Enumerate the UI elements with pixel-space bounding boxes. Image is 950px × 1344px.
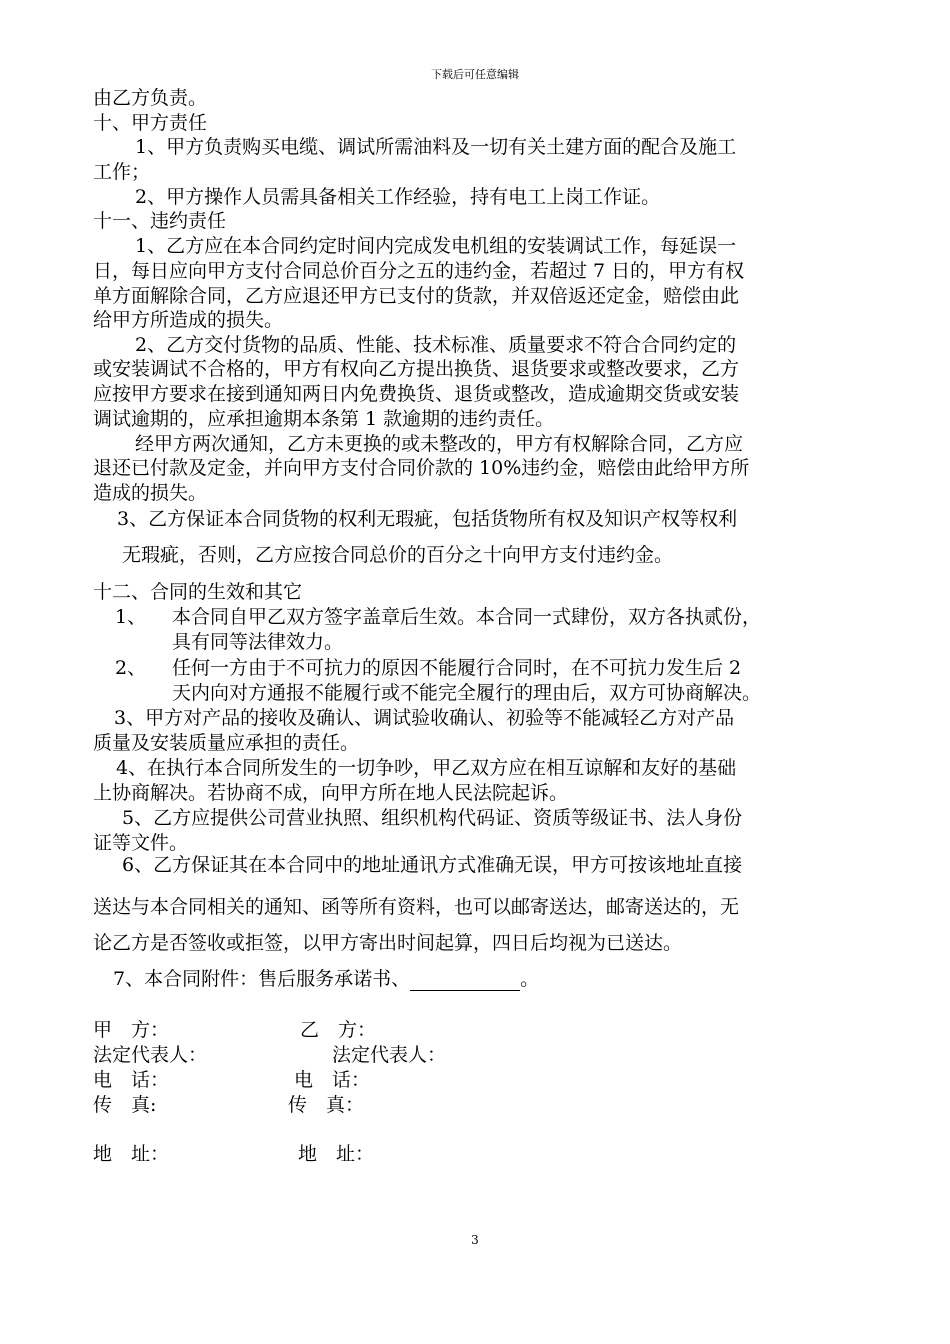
list-number: 1、: [115, 606, 147, 628]
text-line: 6、乙方保证其在本合同中的地址通讯方式准确无误，甲方可按该地址直接: [122, 854, 743, 876]
text-line: 工作；: [93, 161, 151, 183]
text-line: 天内向对方通报不能履行或不能完全履行的理由后，双方可协商解决。: [172, 682, 762, 704]
text-line: 日，每日应向甲方支付合同总价百分之五的违约金，若超过 7 日的，甲方有权: [93, 260, 745, 282]
addr-a-label: 地 址：: [93, 1143, 170, 1165]
text-line: 造成的损失。: [93, 482, 208, 504]
tel-b-label: 电 话：: [294, 1069, 371, 1091]
text-line: 给甲方所造成的损失。: [93, 309, 284, 331]
section-heading: 十、甲方责任: [93, 112, 208, 134]
text-line: 调试逾期的，应承担逾期本条第 1 款逾期的违约责任。: [93, 408, 555, 430]
text-line: 由乙方负责。: [93, 87, 208, 109]
list-number: 2、: [115, 657, 147, 679]
text-line: 1、乙方应在本合同约定时间内完成发电机组的安装调试工作，每延误一: [135, 235, 737, 257]
attachment-end: 。: [520, 968, 540, 990]
page-number: 3: [471, 1233, 479, 1247]
addr-b-label: 地 址：: [298, 1143, 375, 1165]
text-line: 任何一方由于不可抗力的原因不能履行合同时，在不可抗力发生后 2: [172, 657, 742, 679]
fax-a-label: 传 真:: [93, 1094, 157, 1116]
rep-a-label: 法定代表人：: [93, 1044, 208, 1066]
attachment-label: 7、本合同附件：售后服务承诺书、: [113, 968, 411, 990]
text-line: 无瑕疵，否则，乙方应按合同总价的百分之十向甲方支付违约金。: [122, 544, 674, 566]
text-line: 送达与本合同相关的通知、函等所有资料，也可以邮寄送达，邮寄送达的，无: [93, 896, 740, 918]
text-line: 2、甲方操作人员需具备相关工作经验，持有电工上岗工作证。: [135, 186, 661, 208]
text-line: 5、乙方应提供公司营业执照、组织机构代码证、资质等级证书、法人身份: [122, 807, 743, 829]
text-line: 1、甲方负责购买电缆、调试所需油料及一切有关土建方面的配合及施工: [135, 136, 737, 158]
text-line: 经甲方两次通知，乙方未更换的或未整改的，甲方有权解除合同，乙方应: [135, 433, 744, 455]
text-line: 具有同等法律效力。: [172, 631, 344, 653]
text-line: 本合同自甲乙双方签字盖章后生效。本合同一式肆份，双方各执贰份，: [172, 606, 762, 628]
text-line: 退还已付款及定金，并向甲方支付合同价款的 10%违约金，赔偿由此给甲方所: [93, 457, 750, 479]
rep-b-label: 法定代表人：: [332, 1044, 447, 1066]
text-line: 证等文件。: [93, 832, 189, 854]
section-heading: 十二、合同的生效和其它: [93, 581, 303, 603]
text-line: 3、甲方对产品的接收及确认、调试验收确认、初验等不能减轻乙方对产品: [114, 707, 735, 729]
tel-a-label: 电 话：: [93, 1069, 170, 1091]
section-heading: 十一、违约责任: [93, 210, 227, 232]
attachment-line: [113, 967, 539, 991]
text-line: 论乙方是否签收或拒签，以甲方寄出时间起算，四日后均视为已送达。: [93, 932, 683, 954]
text-line: 应按甲方要求在接到通知两日内免费换货、退货或整改，造成逾期交货或安装: [93, 383, 740, 405]
blank-underline[interactable]: [410, 972, 520, 991]
party-a-label: 甲 方：: [93, 1019, 170, 1041]
fax-b-label: 传 真：: [288, 1094, 365, 1116]
page-header: 下载后可任意编辑: [431, 68, 519, 81]
text-line: 3、乙方保证本合同货物的权利无瑕疵，包括货物所有权及知识产权等权利: [117, 508, 738, 530]
text-line: 单方面解除合同，乙方应退还甲方已支付的货款，并双倍返还定金，赔偿由此: [93, 285, 740, 307]
text-line: 或安装调试不合格的，甲方有权向乙方提出换货、退货要求或整改要求，乙方: [93, 358, 740, 380]
text-line: 2、乙方交付货物的品质、性能、技术标准、质量要求不符合合同约定的: [135, 334, 737, 356]
text-line: 质量及安装质量应承担的责任。: [93, 732, 360, 754]
party-b-label: 乙 方：: [300, 1019, 377, 1041]
text-line: 4、在执行本合同所发生的一切争吵，甲乙双方应在相互谅解和友好的基础: [116, 757, 737, 779]
text-line: 上协商解决。若协商不成，向甲方所在地人民法院起诉。: [93, 782, 569, 804]
